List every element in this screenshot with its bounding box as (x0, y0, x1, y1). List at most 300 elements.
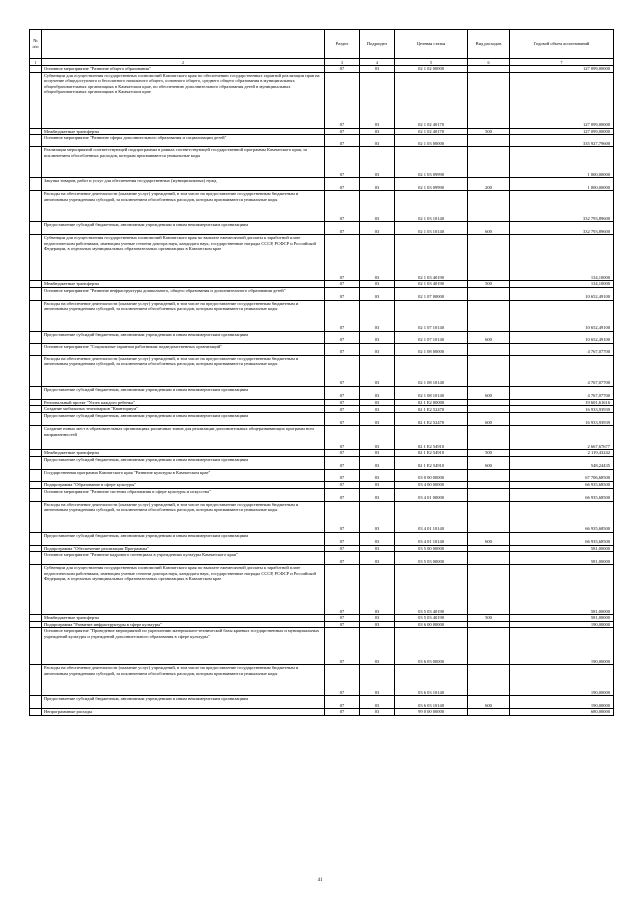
table-row (30, 426, 614, 450)
row-expense-type (468, 406, 510, 413)
row-expense-type (468, 665, 510, 696)
row-name: Закупка товаров, работ и услуг для обеспечения государственных (муниципальных) нужд (42, 178, 325, 191)
row-amount: 134,10000 (510, 235, 614, 281)
row-amount: 581,00000 (510, 565, 614, 615)
row-podrazdel: 03 (360, 300, 395, 331)
row-amount: 1 000,00000 (510, 147, 614, 178)
row-number (30, 178, 42, 191)
row-podrazdel: 03 (360, 191, 395, 222)
row-target-article: 02 1 E2 54910 (395, 426, 468, 450)
row-expense-type (468, 621, 510, 628)
table-row (30, 147, 614, 178)
row-target-article: 03 4 00 00000 (395, 481, 468, 488)
row-razdel: 07 (325, 469, 360, 481)
row-amount: 581,00000 (510, 545, 614, 552)
row-razdel: 07 (325, 426, 360, 450)
row-razdel: 07 (325, 178, 360, 191)
row-expense-type: 600 (468, 696, 510, 709)
row-name: Основное мероприятие "Развитие общего образования" (42, 66, 325, 73)
table-row (30, 413, 614, 426)
row-name: Создание мобильных технопарков "Кванториум" (42, 406, 325, 413)
table-row (30, 665, 614, 696)
row-razdel: 07 (325, 135, 360, 147)
row-target-article: 02 1 03 09990 (395, 147, 468, 178)
row-target-article: 02 1 08 10140 (395, 355, 468, 386)
table-row (30, 552, 614, 565)
row-expense-type: 600 (468, 222, 510, 235)
row-target-article: 03 6 03 10140 (395, 665, 468, 696)
header-name (42, 30, 325, 59)
row-target-article: 03 6 03 00000 (395, 628, 468, 665)
row-name: Государственная программа Камчатского края "Развитие культуры в Камчатском крае" (42, 469, 325, 481)
row-number (30, 399, 42, 406)
row-name: Основное мероприятие "Проведение мероприятий по укреплению материально-технической базы краевых государственных и муниципальных учреждений культуры и учреждений дополнительного образования в сфере культуры" (42, 628, 325, 665)
row-number (30, 552, 42, 565)
row-name: Предоставление субсидий бюджетным, автономным учреждениям и иным некоммерческим организациям (42, 696, 325, 709)
row-amount: 19 601,61616 (510, 399, 614, 406)
row-podrazdel: 03 (360, 532, 395, 545)
row-name: Региональный проект "Успех каждого ребенка" (42, 399, 325, 406)
row-target-article: 02 1 E2 54910 (395, 450, 468, 457)
table-row (30, 66, 614, 73)
row-number (30, 147, 42, 178)
row-podrazdel: 03 (360, 545, 395, 552)
row-amount: 1 000,00000 (510, 178, 614, 191)
table-row (30, 501, 614, 532)
table-row (30, 235, 614, 281)
row-podrazdel: 03 (360, 66, 395, 73)
row-razdel: 07 (325, 696, 360, 709)
row-target-article: 02 1 02 40170 (395, 72, 468, 128)
row-amount: 10 652,49100 (510, 287, 614, 300)
row-number (30, 456, 42, 469)
row-podrazdel: 03 (360, 281, 395, 288)
row-podrazdel: 03 (360, 413, 395, 426)
table-row (30, 456, 614, 469)
header-podrazdel: Подраздел (360, 30, 395, 59)
row-name: Межбюджетные трансферты (42, 450, 325, 457)
row-target-article: 03 6 00 00000 (395, 621, 468, 628)
row-podrazdel: 03 (360, 178, 395, 191)
table-row (30, 696, 614, 709)
row-razdel: 07 (325, 456, 360, 469)
table-row (30, 628, 614, 665)
row-podrazdel: 03 (360, 450, 395, 457)
row-name: Предоставление субсидий бюджетным, автономным учреждениям и иным некоммерческим организациям (42, 532, 325, 545)
row-amount: 548,24435 (510, 456, 614, 469)
row-amount: 190,00000 (510, 621, 614, 628)
row-number (30, 565, 42, 615)
column-number: 7 (510, 59, 614, 66)
row-podrazdel: 03 (360, 709, 395, 716)
row-name: Расходы на обеспечение деятельности (оказание услуг) учреждений, в том числе на предоставление государственным бюджетным и автономным учреждениям субсидий, за исключением обособленных расходов, которым присваиваются уникальные коды (42, 355, 325, 386)
row-target-article: 02 1 03 09990 (395, 178, 468, 191)
table-row (30, 72, 614, 128)
row-name: Предоставление субсидий бюджетным, автономным учреждениям и иным некоммерческим организациям (42, 222, 325, 235)
row-podrazdel: 03 (360, 355, 395, 386)
row-amount: 680,00000 (510, 709, 614, 716)
row-name: Межбюджетные трансферты (42, 615, 325, 622)
row-target-article: 02 1 03 40190 (395, 281, 468, 288)
header-target-article: Целевая статья (395, 30, 468, 59)
table-row (30, 300, 614, 331)
table-row (30, 621, 614, 628)
row-target-article: 99 0 00 00000 (395, 709, 468, 716)
row-name: Субвенции для осуществления государственных полномочий Камчатского края по выплате ежемесячной доплаты к заработной плате педагогическим работникам, имеющим ученые степени доктора наук, кандидата наук, государственные награды СССР, РСФСР и Российской Федерации, в отдельных муниципальных образовательных организациях в Камчатском крае (42, 235, 325, 281)
row-expense-type (468, 191, 510, 222)
row-amount: 127 099,00000 (510, 128, 614, 135)
table-row (30, 481, 614, 488)
row-number (30, 532, 42, 545)
row-podrazdel: 03 (360, 135, 395, 147)
row-razdel: 07 (325, 615, 360, 622)
row-podrazdel: 03 (360, 426, 395, 450)
table-row (30, 386, 614, 399)
row-razdel: 07 (325, 300, 360, 331)
row-amount: 127 099,00000 (510, 72, 614, 128)
row-name: Основное мероприятие "Развитие инфраструктуры дошкольного, общего образования и дополнительного образования детей" (42, 287, 325, 300)
table-row (30, 565, 614, 615)
row-name: Подпрограмма "Образование в сфере культуры" (42, 481, 325, 488)
row-podrazdel: 03 (360, 552, 395, 565)
row-razdel: 07 (325, 287, 360, 300)
table-row (30, 343, 614, 355)
row-number (30, 72, 42, 128)
row-target-article: 02 1 08 10140 (395, 386, 468, 399)
row-name: Расходы на обеспечение деятельности (оказание услуг) учреждений, в том числе на предоставление государственным бюджетным и автономным учреждениям субсидий, за исключением обособленных расходов, которым присваиваются уникальные коды (42, 665, 325, 696)
row-target-article: 02 1 E2 54910 (395, 456, 468, 469)
row-podrazdel: 03 (360, 665, 395, 696)
budget-table (29, 29, 614, 716)
row-expense-type (468, 545, 510, 552)
row-expense-type (468, 426, 510, 450)
row-amount: 16 933,93939 (510, 406, 614, 413)
row-target-article: 03 5 00 00000 (395, 545, 468, 552)
row-podrazdel: 03 (360, 386, 395, 399)
header-expense-type: Вид расходов (468, 30, 510, 59)
row-name: Основное мероприятие "Развитие кадрового потенциала в учреждениях культуры Камчатского края" (42, 552, 325, 565)
row-expense-type (468, 565, 510, 615)
row-amount: 332 793,89600 (510, 191, 614, 222)
row-expense-type (468, 72, 510, 128)
row-razdel: 07 (325, 501, 360, 532)
row-name: Расходы на обеспечение деятельности (оказание услуг) учреждений, в том числе на предоставление государственным бюджетным и автономным учреждениям субсидий, за исключением обособленных расходов, которым присваиваются уникальные коды (42, 501, 325, 532)
row-target-article: 02 1 03 00000 (395, 135, 468, 147)
header-num: № п/п (30, 30, 42, 59)
row-razdel: 07 (325, 191, 360, 222)
row-number (30, 621, 42, 628)
row-expense-type (468, 135, 510, 147)
row-number (30, 488, 42, 501)
row-target-article: 02 1 07 00000 (395, 287, 468, 300)
row-number (30, 355, 42, 386)
row-name: Межбюджетные трансферты (42, 128, 325, 135)
row-podrazdel: 03 (360, 456, 395, 469)
row-amount: 4 767,07700 (510, 386, 614, 399)
row-target-article: 02 1 07 10140 (395, 331, 468, 343)
document-page (29, 29, 613, 716)
row-razdel: 07 (325, 709, 360, 716)
row-podrazdel: 03 (360, 501, 395, 532)
row-razdel: 07 (325, 413, 360, 426)
row-expense-type (468, 300, 510, 331)
row-razdel: 07 (325, 331, 360, 343)
row-target-article: 03 4 01 10140 (395, 532, 468, 545)
row-razdel: 07 (325, 450, 360, 457)
row-expense-type: 600 (468, 386, 510, 399)
row-razdel: 07 (325, 355, 360, 386)
row-razdel: 07 (325, 386, 360, 399)
row-razdel: 07 (325, 66, 360, 73)
row-target-article: 03 0 00 00000 (395, 469, 468, 481)
row-amount: 127 099,00000 (510, 66, 614, 73)
row-amount: 190,00000 (510, 696, 614, 709)
table-row (30, 488, 614, 501)
row-podrazdel: 03 (360, 565, 395, 615)
row-razdel: 07 (325, 72, 360, 128)
row-razdel: 07 (325, 621, 360, 628)
row-target-article: 02 1 08 00000 (395, 343, 468, 355)
row-number (30, 481, 42, 488)
row-number (30, 222, 42, 235)
row-expense-type: 600 (468, 413, 510, 426)
row-razdel: 07 (325, 222, 360, 235)
row-target-article: 03 6 03 10140 (395, 696, 468, 709)
row-expense-type: 500 (468, 450, 510, 457)
row-number (30, 615, 42, 622)
row-target-article: 02 1 02 00000 (395, 66, 468, 73)
row-podrazdel: 03 (360, 481, 395, 488)
row-amount: 581,00000 (510, 615, 614, 622)
row-podrazdel: 03 (360, 287, 395, 300)
header-row (30, 30, 614, 59)
row-name: Основное мероприятие "Развитие системы образования в сфере культуры и искусства" (42, 488, 325, 501)
row-number (30, 413, 42, 426)
row-razdel: 07 (325, 481, 360, 488)
row-name: Создание новых мест в образовательных организациях различных типов для реализации дополнительных общеразвивающих программ всех направленностей (42, 426, 325, 450)
row-target-article: 02 1 03 10140 (395, 191, 468, 222)
row-name: Межбюджетные трансферты (42, 281, 325, 288)
row-target-article: 02 1 E2 52470 (395, 413, 468, 426)
row-name: Предоставление субсидий бюджетным, автономным учреждениям и иным некоммерческим организациям (42, 413, 325, 426)
row-razdel: 07 (325, 128, 360, 135)
table-row (30, 469, 614, 481)
row-amount: 190,00000 (510, 665, 614, 696)
row-expense-type (468, 552, 510, 565)
table-row (30, 178, 614, 191)
row-name: Предоставление субсидий бюджетным, автономным учреждениям и иным некоммерческим организациям (42, 456, 325, 469)
row-expense-type (468, 355, 510, 386)
row-name: Подпрограмма "Обеспечение реализации Программы" (42, 545, 325, 552)
row-number (30, 281, 42, 288)
row-number (30, 665, 42, 696)
column-number: 2 (42, 59, 325, 66)
row-razdel: 07 (325, 147, 360, 178)
table-row (30, 128, 614, 135)
row-podrazdel: 03 (360, 235, 395, 281)
row-name: Субвенции для осуществления государственных полномочий Камчатского края по обеспечению государственных гарантий реализации прав на получение общедоступного и бесплатного начального общего, основного общего, среднего общего образования в муниципальных общеобразовательных организациях в Камчатском крае, по обеспечению дополнительного образования детей в муниципальных общеобразовательных организациях в Камчатском крае (42, 72, 325, 128)
row-name: Предоставление субсидий бюджетным, автономным учреждениям и иным некоммерческим организациям (42, 386, 325, 399)
row-expense-type (468, 501, 510, 532)
column-number: 5 (395, 59, 468, 66)
row-podrazdel: 03 (360, 615, 395, 622)
row-razdel: 07 (325, 545, 360, 552)
row-number (30, 426, 42, 450)
row-razdel: 07 (325, 532, 360, 545)
row-podrazdel: 03 (360, 406, 395, 413)
row-name: Непрограммные расходы (42, 709, 325, 716)
row-expense-type: 600 (468, 331, 510, 343)
table-row (30, 281, 614, 288)
table-row (30, 191, 614, 222)
row-expense-type: 500 (468, 128, 510, 135)
table-row (30, 615, 614, 622)
row-expense-type (468, 343, 510, 355)
row-name: Предоставление субсидий бюджетным, автономным учреждениям и иным некоммерческим организациям (42, 331, 325, 343)
row-target-article: 03 4 01 10140 (395, 501, 468, 532)
row-amount: 332 793,89600 (510, 222, 614, 235)
row-name: Расходы на обеспечение деятельности (оказание услуг) учреждений, в том числе на предоставление государственным бюджетным и автономным учреждениям субсидий, за исключением обособленных расходов, которым присваиваются уникальные коды (42, 300, 325, 331)
row-podrazdel: 03 (360, 128, 395, 135)
row-expense-type (468, 628, 510, 665)
row-target-article: 03 4 01 00000 (395, 488, 468, 501)
row-podrazdel: 03 (360, 331, 395, 343)
column-number: 1 (30, 59, 42, 66)
row-amount: 16 933,93939 (510, 413, 614, 426)
row-amount: 2 119,43242 (510, 450, 614, 457)
row-name: Основное мероприятие "Социальные гарантии работникам подведомственных организаций" (42, 343, 325, 355)
row-target-article: 02 1 03 40190 (395, 235, 468, 281)
row-number (30, 343, 42, 355)
row-number (30, 287, 42, 300)
row-razdel: 07 (325, 235, 360, 281)
row-name: Расходы на обеспечение деятельности (оказание услуг) учреждений, в том числе на предоставление государственным бюджетным и автономным учреждениям субсидий, за исключением обособленных расходов, которым присваиваются уникальные коды (42, 191, 325, 222)
row-number (30, 406, 42, 413)
row-expense-type: 600 (468, 456, 510, 469)
row-amount: 581,00000 (510, 552, 614, 565)
row-number (30, 696, 42, 709)
row-number (30, 386, 42, 399)
row-expense-type (468, 469, 510, 481)
row-amount: 335 927,79600 (510, 135, 614, 147)
row-podrazdel: 03 (360, 696, 395, 709)
row-podrazdel: 03 (360, 488, 395, 501)
row-target-article: 02 1 E2 00000 (395, 399, 468, 406)
row-target-article: 03 5 03 00000 (395, 552, 468, 565)
row-target-article: 03 5 03 40190 (395, 615, 468, 622)
row-expense-type (468, 66, 510, 73)
row-amount: 4 767,07700 (510, 355, 614, 386)
row-number (30, 501, 42, 532)
row-razdel: 07 (325, 399, 360, 406)
row-razdel: 07 (325, 406, 360, 413)
row-podrazdel: 03 (360, 72, 395, 128)
column-numbers-row (30, 59, 614, 66)
row-podrazdel: 03 (360, 399, 395, 406)
row-podrazdel: 03 (360, 343, 395, 355)
row-number (30, 300, 42, 331)
row-razdel: 07 (325, 343, 360, 355)
row-expense-type: 600 (468, 532, 510, 545)
table-row (30, 545, 614, 552)
table-row (30, 331, 614, 343)
row-target-article: 03 5 03 40190 (395, 565, 468, 615)
row-amount: 190,00000 (510, 628, 614, 665)
row-target-article: 02 1 02 40170 (395, 128, 468, 135)
row-name: Субвенции для осуществления государственных полномочий Камчатского края по выплате ежемесячной доплаты к заработной плате педагогическим работникам, имеющим ученые степени доктора наук, кандидата наук, государственные награды СССР, РСФСР и Российской Федерации, в отдельных муниципальных образовательных организациях в Камчатском крае (42, 565, 325, 615)
row-amount: 10 652,49100 (510, 300, 614, 331)
row-target-article: 02 1 03 10140 (395, 222, 468, 235)
row-amount: 66 935,68500 (510, 501, 614, 532)
row-name: Подпрограмма "Развитие инфраструктуры в сфере культуры" (42, 621, 325, 628)
row-amount: 66 935,68500 (510, 488, 614, 501)
row-target-article: 02 1 07 10140 (395, 300, 468, 331)
row-target-article: 02 1 E2 52470 (395, 406, 468, 413)
column-number: 3 (325, 59, 360, 66)
row-razdel: 07 (325, 628, 360, 665)
table-row (30, 287, 614, 300)
table-row (30, 399, 614, 406)
row-name: Основное мероприятие "Развитие сферы дополнительного образования и социализации детей" (42, 135, 325, 147)
row-podrazdel: 03 (360, 147, 395, 178)
table-row (30, 222, 614, 235)
row-number (30, 191, 42, 222)
row-razdel: 07 (325, 665, 360, 696)
row-number (30, 128, 42, 135)
row-razdel: 07 (325, 565, 360, 615)
row-expense-type (468, 235, 510, 281)
row-expense-type (468, 287, 510, 300)
row-amount: 4 767,07700 (510, 343, 614, 355)
row-number (30, 135, 42, 147)
row-amount: 67 706,68500 (510, 469, 614, 481)
row-number (30, 66, 42, 73)
header-annual-volume: Годовой объем ассигнований (510, 30, 614, 59)
row-amount: 134,10000 (510, 281, 614, 288)
row-number (30, 469, 42, 481)
row-expense-type (468, 147, 510, 178)
row-amount: 66 935,68500 (510, 532, 614, 545)
row-razdel: 07 (325, 281, 360, 288)
row-amount: 10 652,49100 (510, 331, 614, 343)
table-row (30, 355, 614, 386)
row-expense-type: 200 (468, 178, 510, 191)
row-podrazdel: 03 (360, 469, 395, 481)
table-row (30, 532, 614, 545)
row-number (30, 545, 42, 552)
row-podrazdel: 03 (360, 222, 395, 235)
row-expense-type (468, 488, 510, 501)
column-number: 4 (360, 59, 395, 66)
row-expense-type (468, 709, 510, 716)
row-expense-type: 500 (468, 615, 510, 622)
header-razdel: Раздел (325, 30, 360, 59)
row-amount: 2 667,67677 (510, 426, 614, 450)
row-number (30, 709, 42, 716)
row-podrazdel: 03 (360, 628, 395, 665)
column-number: 6 (468, 59, 510, 66)
page-number: 41 (317, 878, 323, 883)
row-expense-type: 500 (468, 281, 510, 288)
table-row (30, 709, 614, 716)
row-amount: 66 935,68500 (510, 481, 614, 488)
table-row (30, 450, 614, 457)
row-razdel: 07 (325, 552, 360, 565)
row-number (30, 628, 42, 665)
row-expense-type (468, 481, 510, 488)
table-row (30, 406, 614, 413)
row-number (30, 235, 42, 281)
